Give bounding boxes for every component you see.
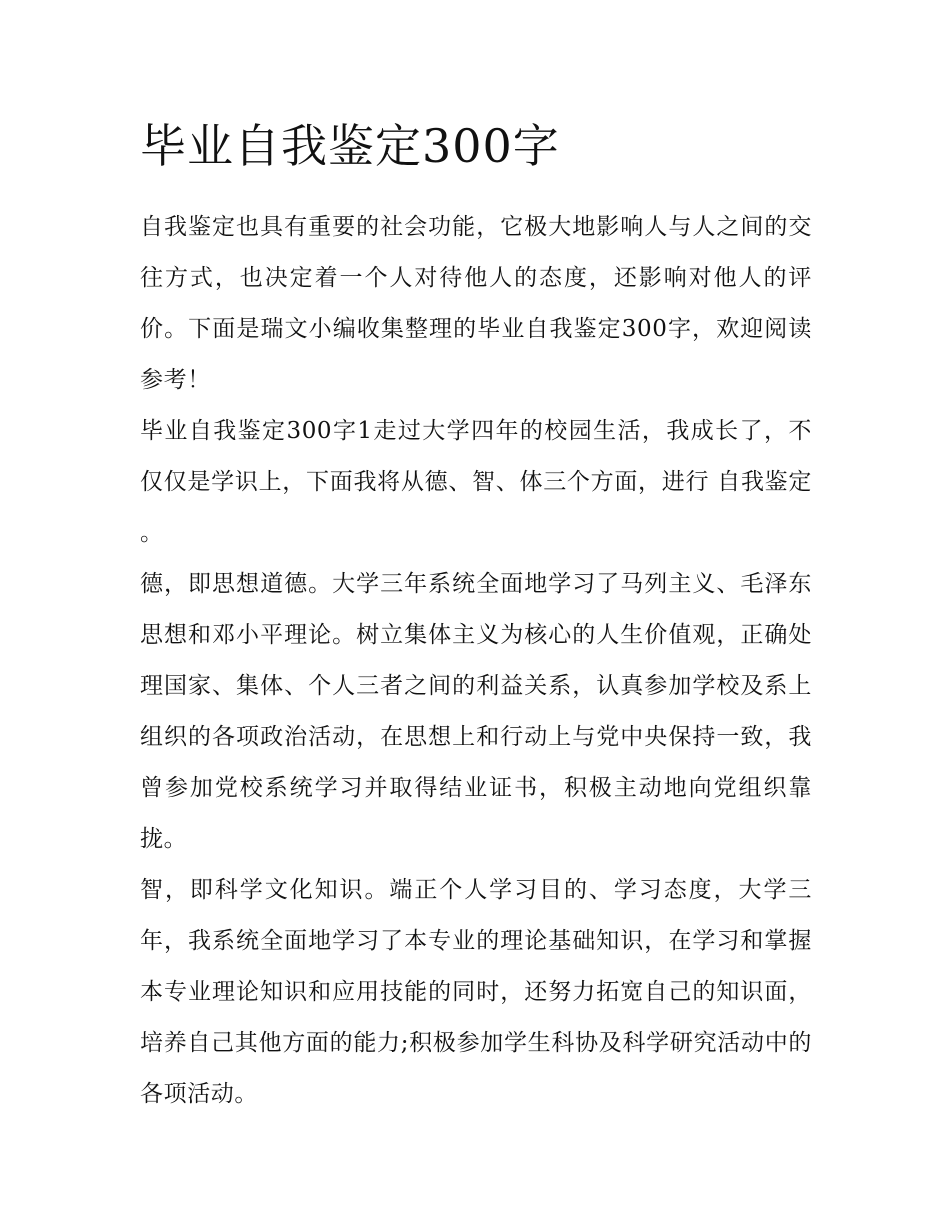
paragraph-morality: 德，即思想道德。大学三年系统全面地学习了马列主义、毛泽东思想和邓小平理论。树立集体主义为核心的人生价值观，正确处理国家、集体、个人三者之间的利益关系，认真参加学校及系上组织的各项政治活动，在思想上和行动上与党中央保持一致，我曾参加党校系统学习并取得结业证书，积极主动地向党组织靠拢。 — [140, 571, 812, 852]
paragraph-knowledge: 智，即科学文化知识。端正个人学习目的、学习态度，大学三年，我系统全面地学习了本专业的理论基础知识，在学习和掌握本专业理论知识和应用技能的同时，还努力拓宽自己的知识面，培养自己其他方面的能力;积极参加学生科协及科学研究活动中的各项活动。 — [140, 877, 812, 1107]
document-title: 毕业自我鉴定300字 — [140, 119, 560, 173]
paragraph-intro: 自我鉴定也具有重要的社会功能，它极大地影响人与人之间的交往方式，也决定着一个人对待他人的态度，还影响对他人的评价。下面是瑞文小编收集整理的毕业自我鉴定300字，欢迎阅读参考！ — [140, 214, 812, 393]
paragraph-overview: 毕业自我鉴定300字1走过大学四年的校园生活，我成长了，不仅仅是学识上，下面我将从德、智、体三个方面，进行 自我鉴定 。 — [140, 418, 812, 546]
document-body — [140, 110, 812, 1120]
